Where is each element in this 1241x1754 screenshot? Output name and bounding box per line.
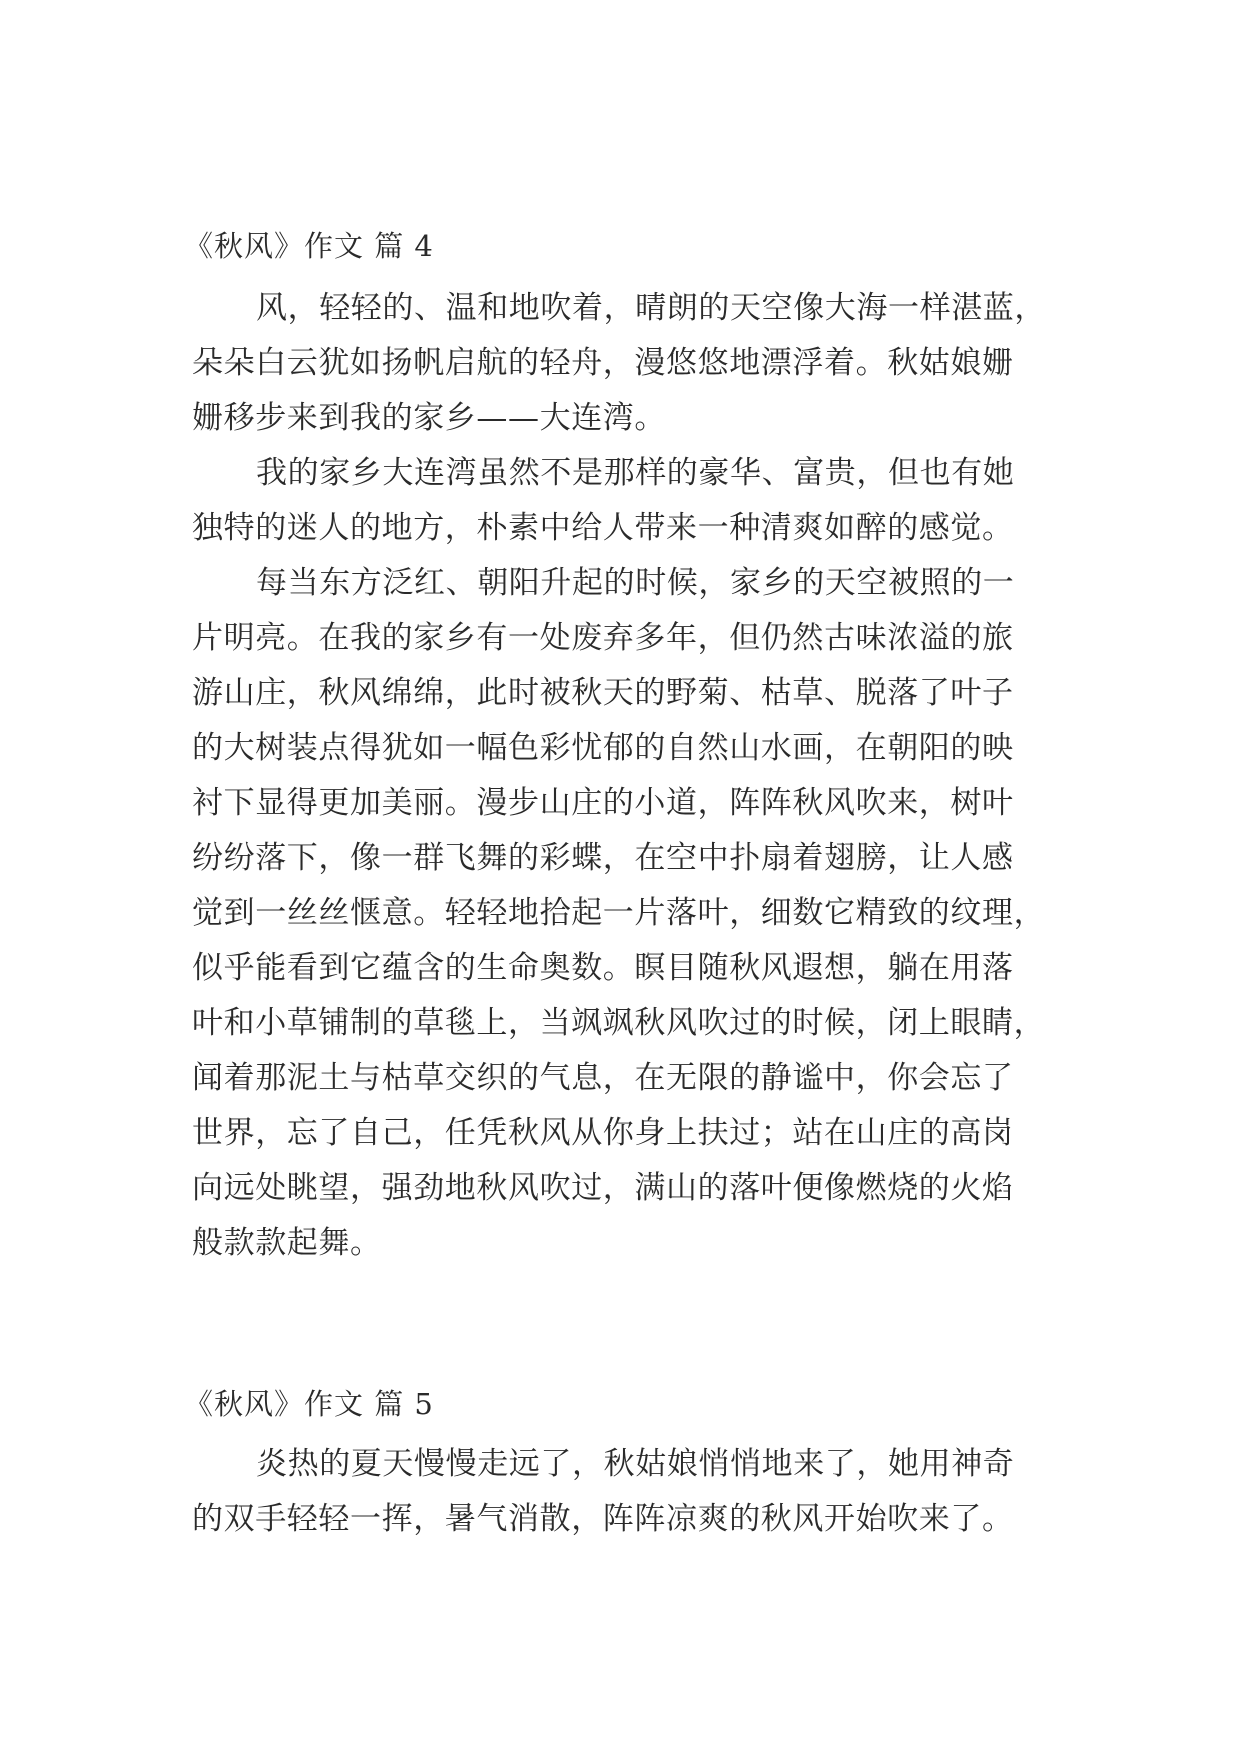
text-line: 纷纷落下，像一群飞舞的彩蝶，在空中扑扇着翅膀，让人感 [192,840,1014,876]
text-line: 炎热的夏天慢慢走远了，秋姑娘悄悄地来了，她用神奇 [256,1446,1015,1482]
text-line: 叶和小草铺制的草毯上，当飒飒秋风吹过的时候，闭上眼睛， [192,1005,1046,1041]
text-line: 闻着那泥土与枯草交织的气息，在无限的静谧中，你会忘了 [192,1060,1014,1096]
text-line: 每当东方泛红、朝阳升起的时候，家乡的天空被照的一 [256,565,1015,601]
text-line: 的大树装点得犹如一幅色彩忧郁的自然山水画，在朝阳的映 [192,730,1014,766]
text-line: 姗移步来到我的家乡——大连湾。 [192,400,666,436]
text-line: 衬下显得更加美丽。漫步山庄的小道，阵阵秋风吹来，树叶 [192,785,1014,821]
text-line: 的双手轻轻一挥，暑气消散，阵阵凉爽的秋风开始吹来了。 [192,1501,1014,1537]
text-line: 我的家乡大连湾虽然不是那样的豪华、富贵，但也有她 [256,455,1015,491]
text-line: 世界，忘了自己，任凭秋风从你身上扶过；站在山庄的高岗 [192,1115,1014,1151]
text-line: 朵朵白云犹如扬帆启航的轻舟，漫悠悠地漂浮着。秋姑娘姗 [192,345,1014,381]
section-heading: 《秋风》作文 篇 4 [184,229,434,263]
text-line: 向远处眺望，强劲地秋风吹过，满山的落叶便像燃烧的火焰 [192,1170,1014,1206]
text-line: 独特的迷人的地方，朴素中给人带来一种清爽如醉的感觉。 [192,510,1014,546]
section-heading: 《秋风》作文 篇 5 [184,1387,434,1421]
text-line: 游山庄，秋风绵绵，此时被秋天的野菊、枯草、脱落了叶子 [192,675,1014,711]
text-line: 似乎能看到它蕴含的生命奥数。瞑目随秋风遐想，躺在用落 [192,950,1014,986]
text-line: 般款款起舞。 [192,1225,382,1261]
text-line: 觉到一丝丝惬意。轻轻地拾起一片落叶，细数它精致的纹理， [192,895,1046,931]
text-line: 片明亮。在我的家乡有一处废弃多年，但仍然古味浓溢的旅 [192,620,1014,656]
text-line: 风，轻轻的、温和地吹着，晴朗的天空像大海一样湛蓝， [256,290,1046,326]
